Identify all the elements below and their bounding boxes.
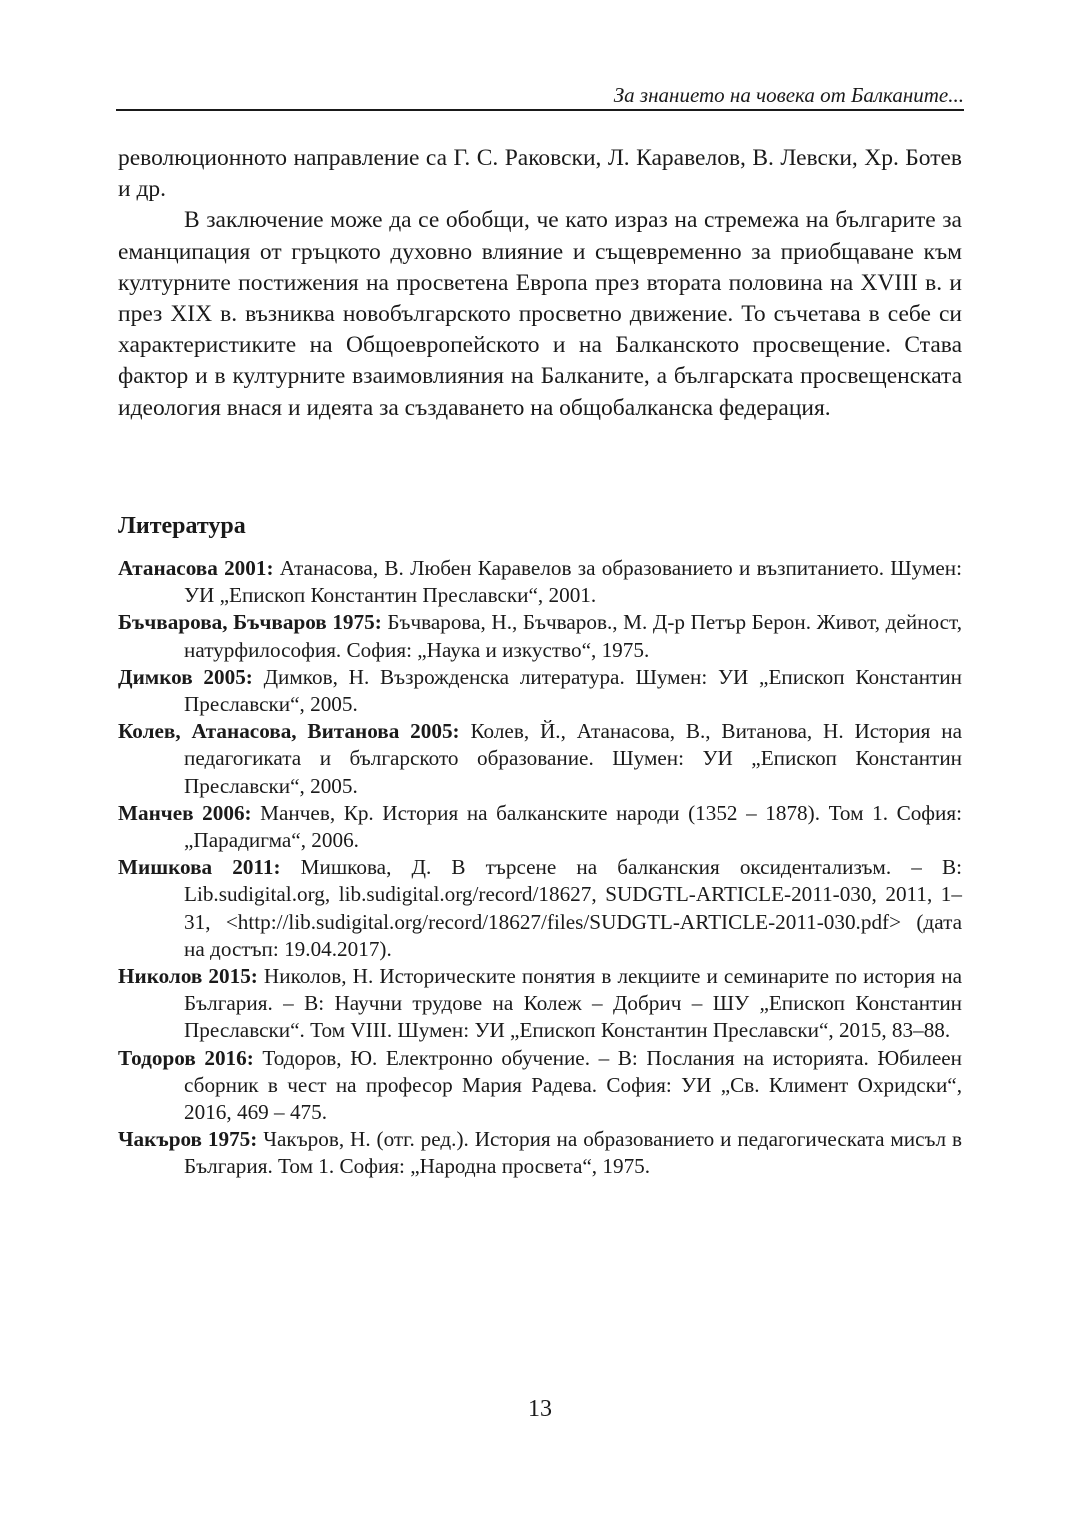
reference-text: Колев, Й., Атанасова, В., Витанова, Н. История на педагогиката и българското образование. Шумен: УИ „Епископ Константин Преславски“, 2005. <box>184 719 962 798</box>
page-number: 13 <box>528 1396 552 1422</box>
reference-entry <box>118 609 962 663</box>
reference-text: Бъчварова, Н., Бъчваров., М. Д-р Петър Берон. Живот, дейност, натурфилософия. София: „Наука и изкуство“, 1975. <box>184 610 962 662</box>
reference-text: Мишкова, Д. В търсене на балканския оксидентализъм. – В: Lib.sudigital.org, lib.sudigital.org/record/18627, SUDGTL-ARTICLE-2011-030, 2011, 1–31, <http://lib.sudigital.org/record/18627/files/SUDGTL-ARTICLE-2011-030.pdf> (дата на достъп: 19.04.2017). <box>184 855 962 961</box>
reference-entry <box>118 718 962 800</box>
header-rule <box>116 109 964 111</box>
reference-key: Атанасова 2001: <box>118 556 274 580</box>
reference-key: Бъчварова, Бъчваров 1975: <box>118 610 382 635</box>
reference-text: Тодоров, Ю. Електронно обучение. – В: Послания на историята. Юбилеен сборник в чест на професор Мария Радева. София: УИ „Св. Климент Охридски“, 2016, 469 – 475. <box>184 1045 963 1125</box>
paragraph: В заключение може да се обобщи, че като израз на стремежа на българите за еманципация от гръцкото духовно влияние и същевременно за приобщаване към културните постижения на просветена Европа през втората половина на XVIII в. и през XIX в. възниква новобългарското просветно движение. То съчетава в себе си характеристиките на Общоевропейското и на Балканското просвещение. Става фактор и в културните взаимовлияния на Балканите, а българската просвещенската идеология внася и идеята за създаването на общобалканска федерация. <box>118 207 962 421</box>
reference-key: Чакъров 1975: <box>118 1127 258 1152</box>
reference-key: Мишкова 2011: <box>118 855 281 880</box>
paragraph: революционното направление са Г. С. Раковски, Л. Каравелов, В. Левски, Хр. Ботев и др. <box>118 145 962 203</box>
reference-key: Николов 2015: <box>118 964 258 989</box>
reference-entry <box>118 800 962 854</box>
reference-text: Николов, Н. Историческите понятия в лекциите и семинарите по история на България. – В: Научни трудове на Колеж – Добрич – ШУ „Епископ Константин Преславски“. Том VIII. Шумен: УИ „Епископ Константин Преславски“, 2015, 83–88. <box>184 964 962 1043</box>
reference-entry <box>118 555 962 609</box>
reference-entry <box>118 854 962 963</box>
reference-key: Тодоров 2016: <box>118 1045 254 1070</box>
reference-entry <box>118 1045 962 1127</box>
literature-heading: Литература <box>118 513 246 539</box>
reference-key: Манчев 2006: <box>118 800 252 825</box>
reference-entry <box>118 1126 962 1180</box>
reference-text: Димков, Н. Възрожденска литература. Шумен: УИ „Епископ Константин Преславски“, 2005. <box>184 664 962 717</box>
reference-entry <box>118 963 962 1045</box>
reference-key: Колев, Атанасова, Витанова 2005: <box>118 719 460 744</box>
reference-list <box>118 555 962 1181</box>
body-text <box>118 143 962 424</box>
reference-key: Димков 2005: <box>118 664 253 689</box>
reference-text: Атанасова, В. Любен Каравелов за образованието и възпитанието. Шумен: УИ „Епископ Константин Преславски“, 2001. <box>184 556 962 608</box>
reference-text: Чакъров, Н. (отг. ред.). История на образованието и педагогическата мисъл в България. Том 1. София: „Народна просвета“, 1975. <box>184 1127 962 1179</box>
reference-entry <box>118 664 962 718</box>
running-header: За знанието на човека от Балканите... <box>613 83 964 107</box>
reference-text: Манчев, Кр. История на балканските народи (1352 – 1878). Том 1. София: „Парадигма“, 2006. <box>184 800 962 853</box>
